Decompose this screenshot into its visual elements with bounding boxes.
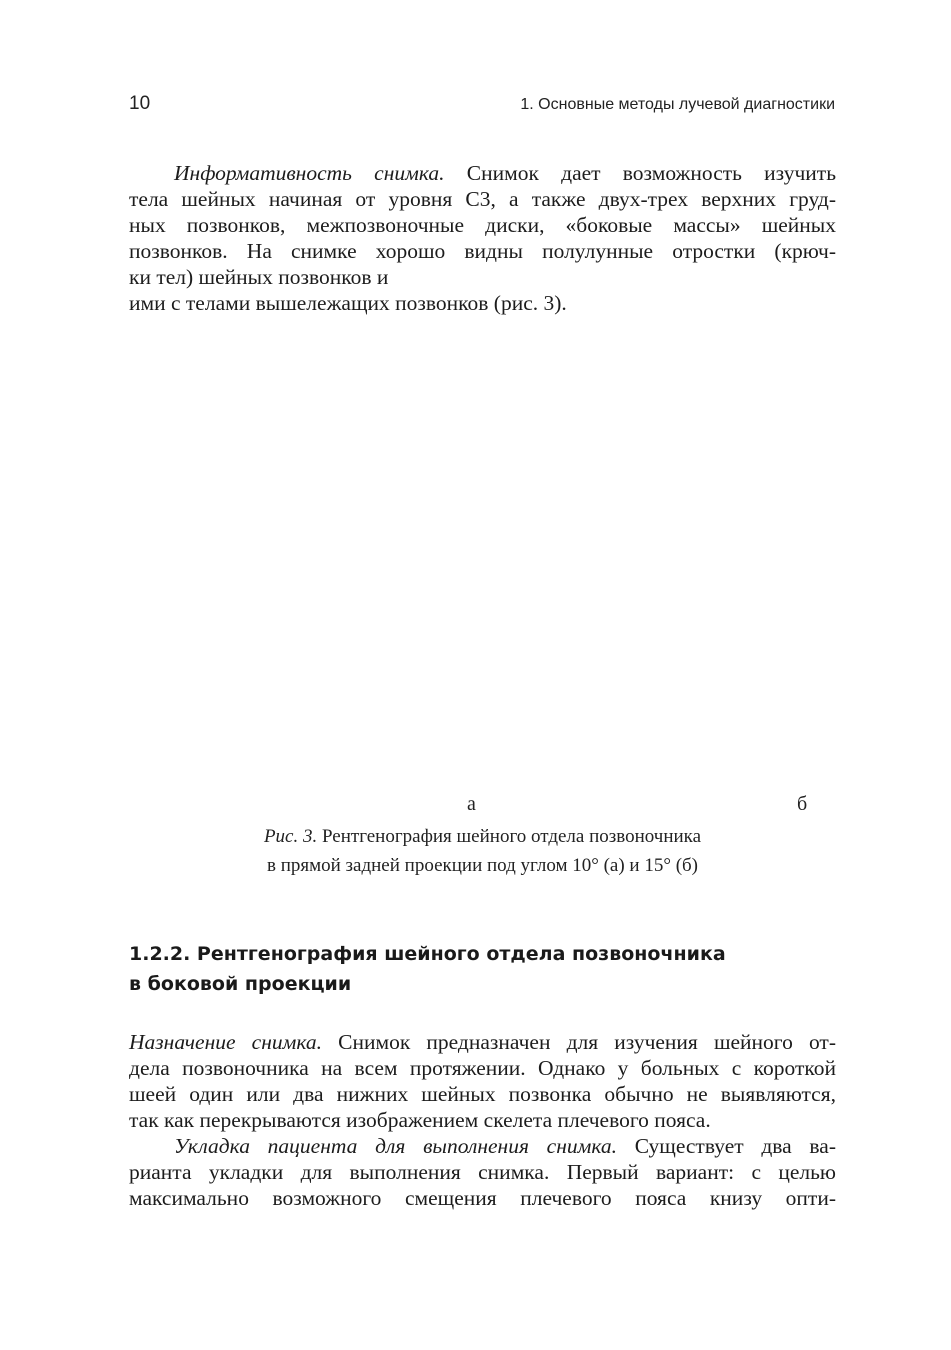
caption-line <box>200 822 765 851</box>
figure-label-b: б <box>797 793 808 815</box>
running-title: 1. Основные методы лучевой диагностики <box>520 96 835 113</box>
caption-line: в прямой задней проекции под углом 10° (а) и 15° (б) <box>266 855 699 876</box>
paragraph-informativeness <box>129 160 836 316</box>
text-line: дела позвоночника на всем протяжении. Однако у больных с короткой <box>129 1056 836 1080</box>
text-line: максимально возможного смещения плечевого пояса книзу опти- <box>129 1186 836 1210</box>
text-line: ных позвонков, межпозвоночные диски, «боковые массы» шейных <box>129 213 836 237</box>
caption-prefix: Рис. 3. <box>263 826 318 847</box>
figure-caption <box>200 822 765 880</box>
text-line: позвонков. На снимке хорошо видны полулунные отростки (крюч- <box>129 239 836 263</box>
lead-phrase: Укладка пациента для выполнения снимка. <box>174 1134 617 1158</box>
text-line: шеей один или два нижних шейных позвонка обычно не выявляются, <box>129 1082 836 1106</box>
caption-text: Рентгенография шейного отдела позвоночника <box>321 826 702 847</box>
lead-phrase: Информативность снимка. <box>174 161 445 185</box>
text-line: рианта укладки для выполнения снимка. Первый вариант: с целью <box>129 1160 836 1184</box>
text-line: ими с телами вышележащих позвонков (рис. 3). <box>129 291 567 315</box>
text-line: ки тел) шейных позвонков и <box>129 265 389 289</box>
lead-phrase: Назначение снимка. <box>129 1030 323 1054</box>
text-line <box>129 1029 836 1055</box>
text-line: тела шейных начиная от уровня С3, а также двух-трех верхних груд- <box>129 187 836 211</box>
page-number: 10 <box>129 93 151 114</box>
text-fragment: Снимок дает возможность изучить <box>466 161 836 185</box>
paragraph-purpose <box>129 1029 836 1211</box>
text-line <box>129 160 836 186</box>
section-heading <box>129 939 726 999</box>
text-fragment: Снимок предназначен для изучения шейного от- <box>338 1030 836 1054</box>
figure-label-a: а <box>467 793 476 815</box>
text-line <box>129 1133 836 1159</box>
heading-line: 1.2.2. Рентгенография шейного отдела позвоночника <box>129 943 726 965</box>
heading-line: в боковой проекции <box>129 973 352 995</box>
text-line: так как перекрываются изображением скелета плечевого пояса. <box>129 1108 711 1132</box>
text-fragment: Существует два ва- <box>634 1134 837 1158</box>
